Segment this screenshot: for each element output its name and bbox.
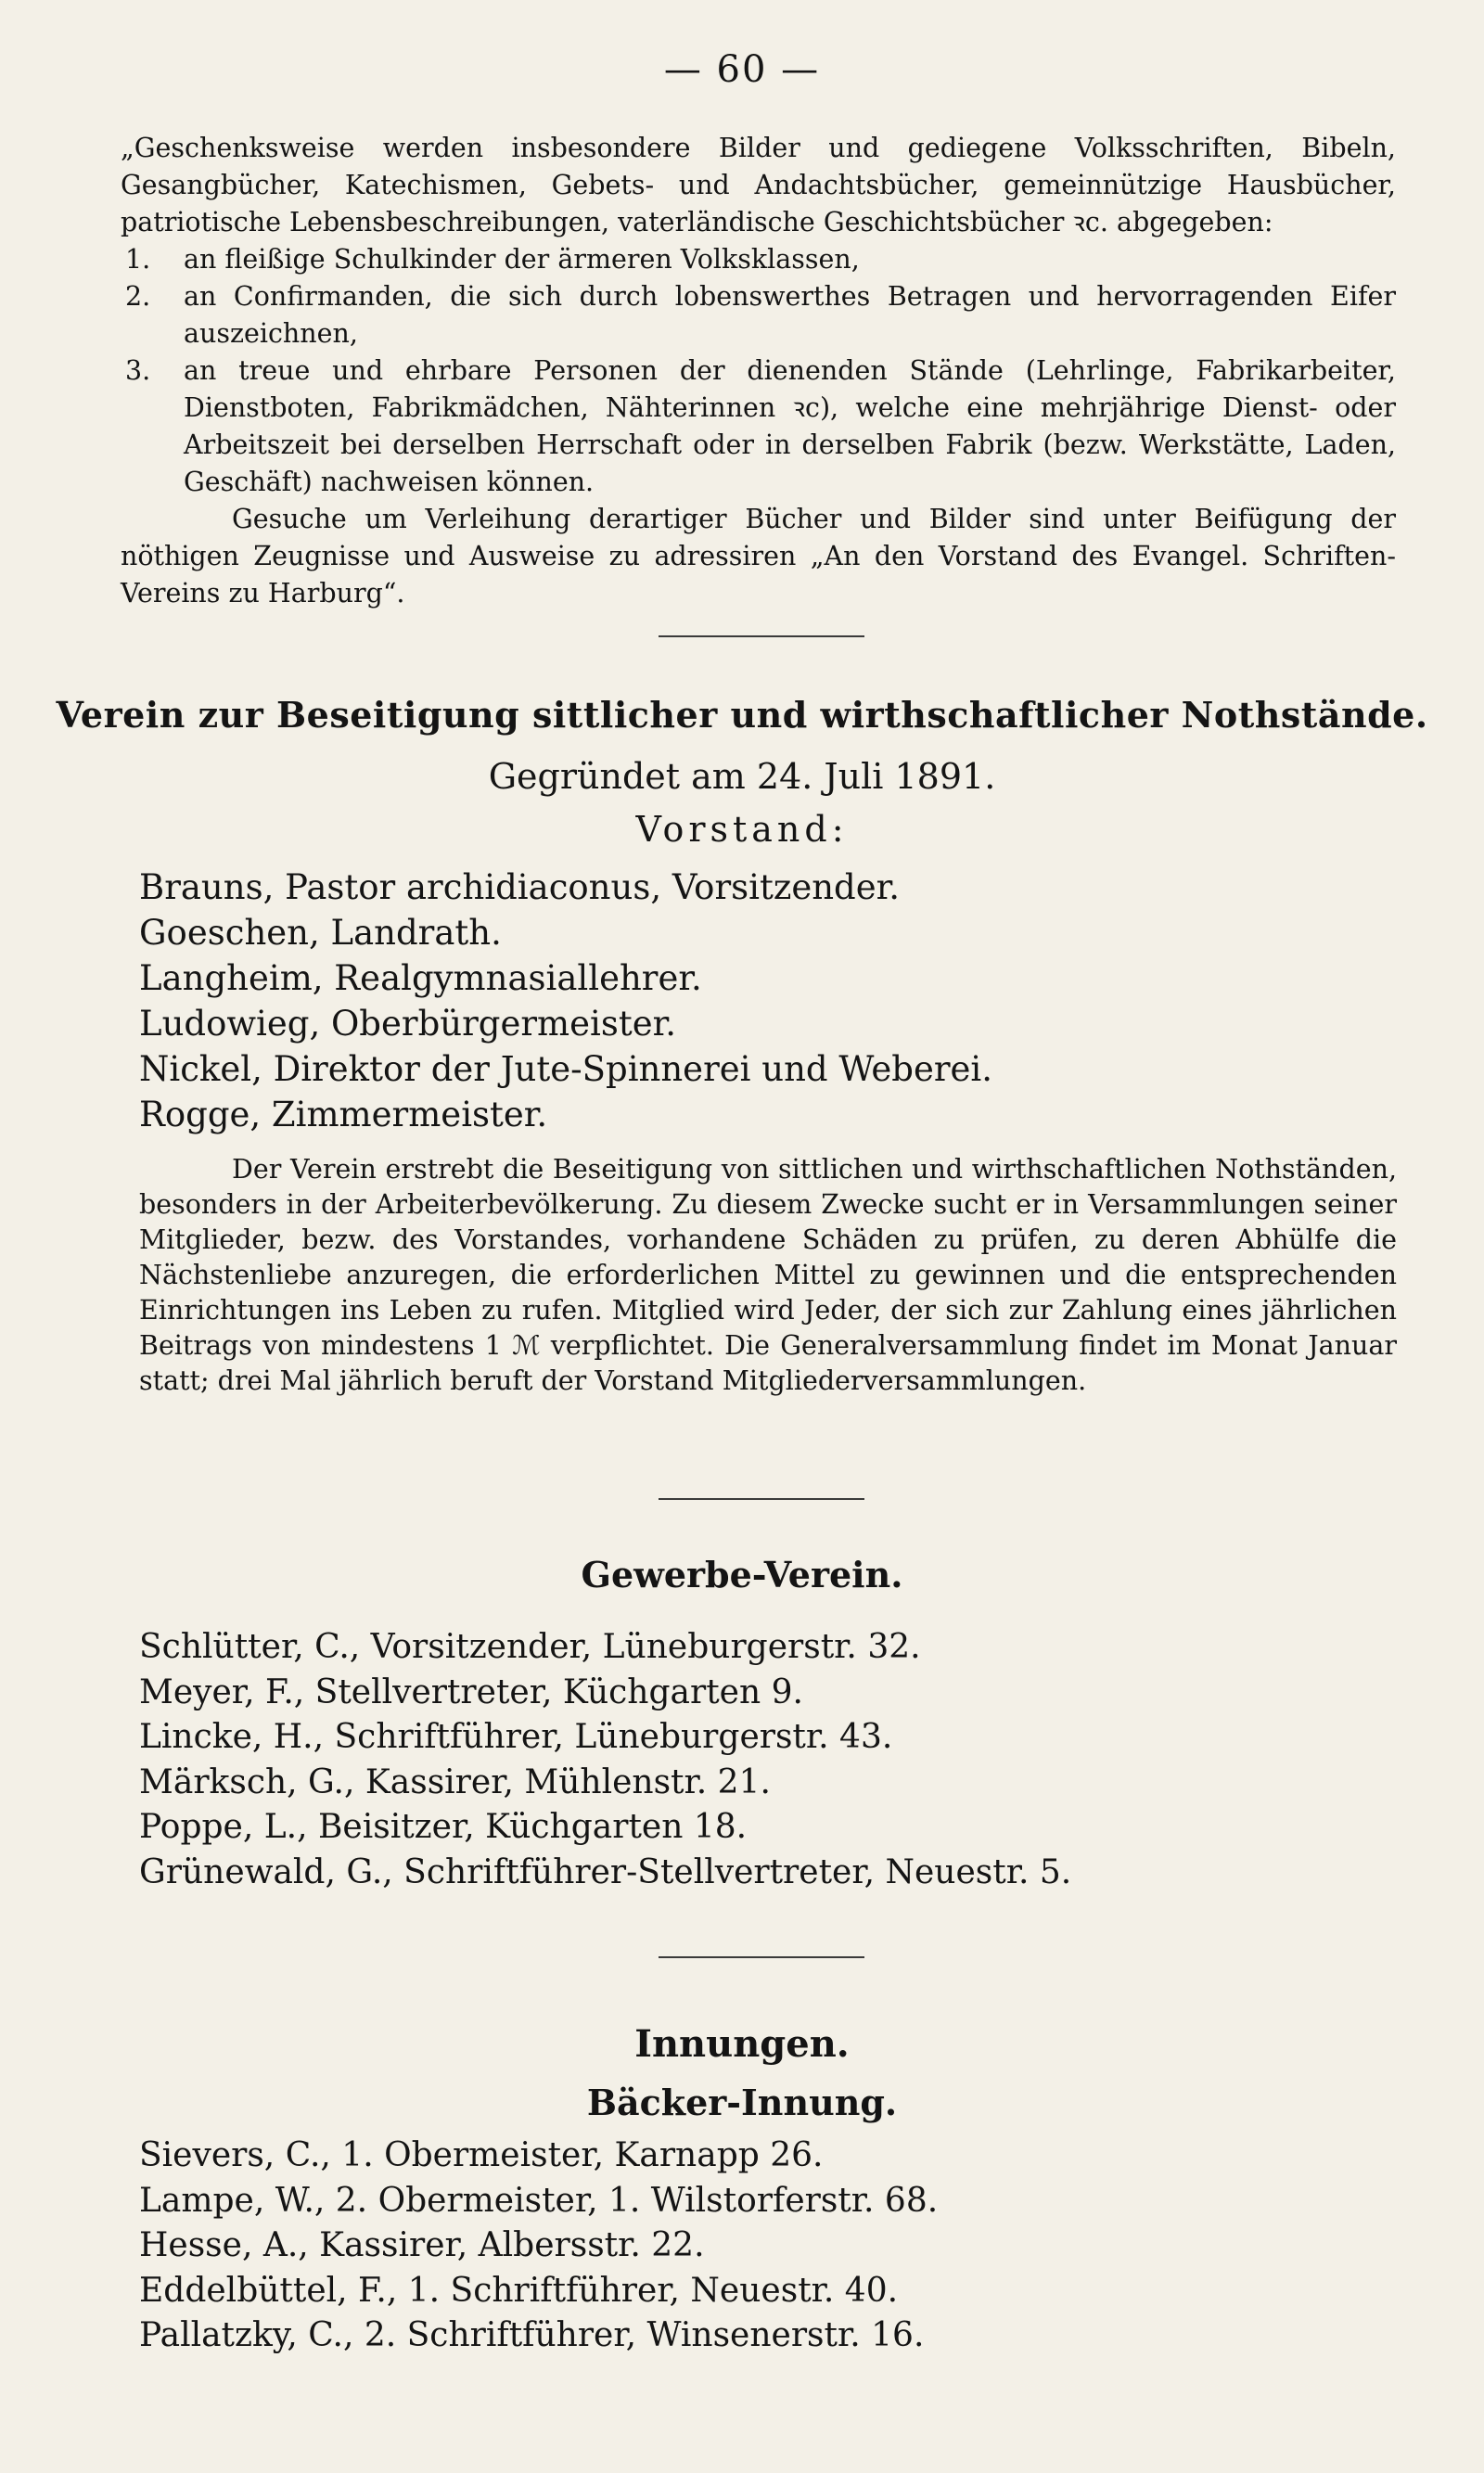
list-item-text: an treue und ehrbare Personen der dienenden Stände (Lehrlinge, Fabrikarbeiter, Dienstboten, Fabrikmädchen, Nähterinnen ꝛc), welche eine mehrjährige Dienst- oder Arbeitszeit bei derselben Herrschaft oder in derselben Fabrik (bezw. Werkstätte, Laden, Geschäft) nachweisen können. [184,355,1396,497]
verein-founded: Gegründet am 24. Juli 1891. [488,756,996,797]
section-divider [659,1498,864,1500]
verein-title: Verein zur Beseitigung sittlicher und wirthschaftlicher Nothstände. [56,694,1428,736]
list-item: Märksch, G., Kassirer, Mühlenstr. 21. [139,1762,771,1801]
list-item [121,241,1396,278]
list-item: Nickel, Direktor der Jute-Spinnerei und Weberei. [139,1049,993,1089]
list-item [121,278,1396,352]
list-item: Eddelbüttel, F., 1. Schriftführer, Neuestr. 40. [139,2271,899,2310]
verein-board-list [139,865,992,1137]
intro-paragraph: „Geschenksweise werden insbesondere Bilder und gediegene Volksschriften, Bibeln, Gesangbücher, Katechismen, Gebets- und Andachtsbücher, gemeinnützige Hausbücher, patriotische Lebensbeschreibungen, vaterländische Geschichtsbücher ꝛc. abgegeben: [121,133,1396,237]
list-item: Schlütter, C., Vorsitzender, Lüneburgerstr. 32. [139,1628,921,1666]
list-item: Meyer, F., Stellvertreter, Küchgarten 9. [139,1672,803,1711]
list-item: Grünewald, G., Schriftführer-Stellvertreter, Neuestr. 5. [139,1852,1072,1891]
list-item: Goeschen, Landrath. [139,913,502,953]
section-divider [659,635,864,637]
gewerbe-member-list [139,1625,1071,1895]
list-item [121,352,1396,501]
list-item: Pallatzky, C., 2. Schriftführer, Winsenerstr. 16. [139,2316,925,2354]
verein-description: Der Verein erstrebt die Beseitigung von sittlichen und wirthschaftlichen Nothständen, besonders in der Arbeiterbevölkerung. Zu diesem Zwecke sucht er in Versammlungen seiner Mitglieder, bezw. des Vorstandes, vorhandene Schäden zu prüfen, zu deren Abhülfe die Nächstenliebe anzuregen, die erforderlichen Mittel zu gewinnen und die entsprechenden Einrichtungen ins Leben zu rufen. Mitglied wird Jeder, der sich zur Zahlung eines jährlichen Beitrags von mindestens 1 ℳ verpflichtet. Die Generalversammlung findet im Monat Januar statt; drei Mal jährlich beruft der Vorstand Mitgliederversammlungen. [139,1154,1397,1396]
list-item: Lampe, W., 2. Obermeister, 1. Wilstorferstr. 68. [139,2181,939,2220]
list-item: Langheim, Realgymnasiallehrer. [139,958,702,998]
innung-member-list [139,2133,938,2359]
gewerbe-title: Gewerbe-Verein. [581,1554,903,1595]
list-item-number: 1. [125,244,151,275]
list-item-text: an Confirmanden, die sich durch lobenswerthes Betragen und hervorragenden Eifer auszeichnen, [184,281,1396,349]
list-item: Poppe, L., Beisitzer, Küchgarten 18. [139,1808,748,1846]
page-number: — 60 — [663,48,821,91]
list-item: Rogge, Zimmermeister. [139,1095,548,1134]
intro-list [121,241,1396,501]
list-item: Brauns, Pastor archidiaconus, Vorsitzender. [139,867,901,907]
list-item-number: 3. [125,355,151,386]
list-item: Sievers, C., 1. Obermeister, Karnapp 26. [139,2136,824,2174]
intro-closing-paragraph: Gesuche um Verleihung derartiger Bücher und Bilder sind unter Beifügung der nöthigen Zeugnisse und Ausweise zu adressiren „An den Vorstand des Evangel. Schriften-Vereins zu Harburg“. [121,504,1396,609]
list-item: Ludowieg, Oberbürgermeister. [139,1004,676,1044]
list-item-number: 2. [125,281,151,312]
baecker-innung-subtitle: Bäcker-Innung. [586,2082,898,2123]
section-divider [659,1956,864,1958]
innungen-title: Innungen. [634,2022,850,2066]
verein-board-label: Vorstand: [635,809,849,850]
list-item-text: an fleißige Schulkinder der ärmeren Volksklassen, [184,244,860,275]
list-item: Hesse, A., Kassirer, Albersstr. 22. [139,2226,705,2264]
list-item: Lincke, H., Schriftführer, Lüneburgerstr. 43. [139,1718,893,1756]
intro-section [121,130,1396,612]
